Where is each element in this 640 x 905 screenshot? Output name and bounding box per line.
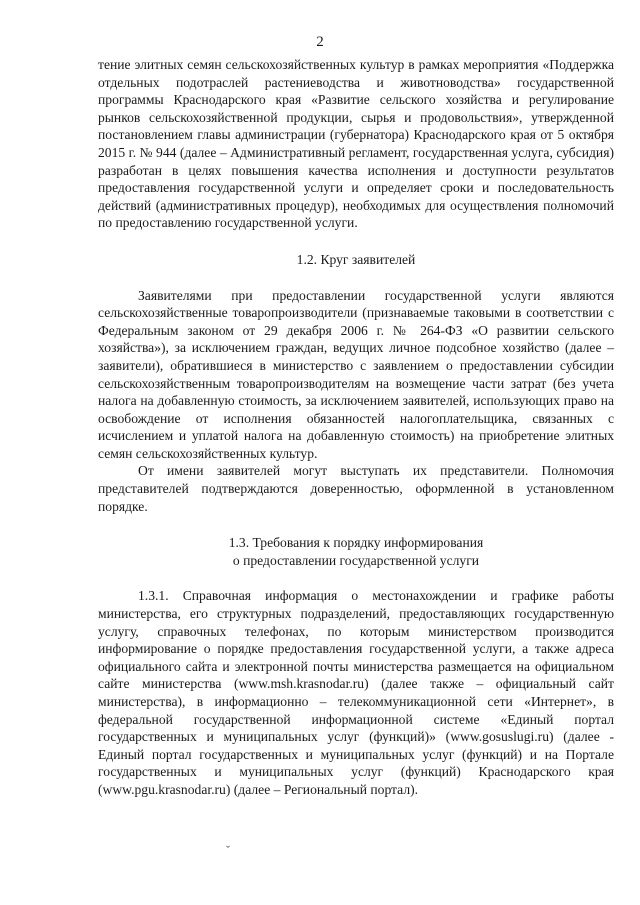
heading-line-2: о предоставлении государственной услуги: [232, 552, 480, 568]
page-number: 2: [316, 34, 324, 50]
paragraph-applicants: Заявителями при предоставлении государственной услуги являются сельскохозяйственные товаропроизводители (признаваемые таковыми в соответствии с Федеральным законом от 29 декабря 2006 г. № 264-ФЗ «О развитии сельского хозяйства»), за исключением граждан, ведущих личное подсобное хозяйство (далее – заявители), обратившиеся в министерство с заявлением о предоставлении субсидии сельскохозяйственным товаропроизводителям на возмещение части затрат (без учета налога на добавленную стоимость, за исключением заявителей, использующих право на освобождение от исполнения обязанностей налогоплательщика, связанных с исчислением и уплатой налога на добавленную стоимость) на приобретение элитных семян сельскохозяйственных культур.: [98, 287, 614, 461]
paragraph-reference-information: 1.3.1. Справочная информация о местонахождении и графике работы министерства, его структурных подразделений, предоставляющих государственную услугу, справочных телефонах, по которым министерством производится информирование о порядке предоставления государственной услуги, а также адреса официального сайта и электронной почты министерства размещается на официальном сайте министерства (www.msh.krasnodar.ru) (далее также – официальный сайт министерства), в информационно – телекоммуникационной сети «Интернет», в федеральной государственной информационной системе «Единый портал государственных и муниципальных услуг (функций)» (www.gosuslugi.ru) (далее - Единый портал государственных и муниципальных услуг (функций) и на Портале государственных и муниципальных услуг (функций) Краснодарского края (www.pgu.krasnodar.ru) (далее – Региональный портал).: [98, 588, 614, 797]
section-heading-information-requirements: [98, 534, 614, 569]
paragraph-regulation-purpose: тение элитных семян сельскохозяйственных культур в рамках мероприятия «Поддержка отдельных подотраслей растениеводства и животноводства» государственной программы Краснодарского края «Развитие сельского хозяйства и регулирование рынков сельскохозяйственной продукции, сырья и продовольствия», утвержденной постановлением главы администрации (губернатора) Краснодарского края от 5 октября 2015 г. № 944 (далее – Административный регламент, государственная услуга, субсидия) разработан в целях повышения качества исполнения и доступности результатов предоставления государственной услуги и определяет сроки и последовательность действий (административных процедур), необходимых для осуществления полномочий по предоставлению государственной услуги.: [98, 57, 614, 231]
section-heading-applicants: 1.2. Круг заявителей: [296, 251, 416, 267]
stray-mark: ˇ: [226, 843, 230, 857]
paragraph-representatives: От имени заявителей могут выступать их представители. Полномочия представителей подтверждаются доверенностью, оформленной в установленном порядке.: [98, 463, 614, 514]
document-body: [98, 56, 614, 799]
heading-line-1: 1.3. Требования к порядку информирования: [228, 535, 484, 551]
